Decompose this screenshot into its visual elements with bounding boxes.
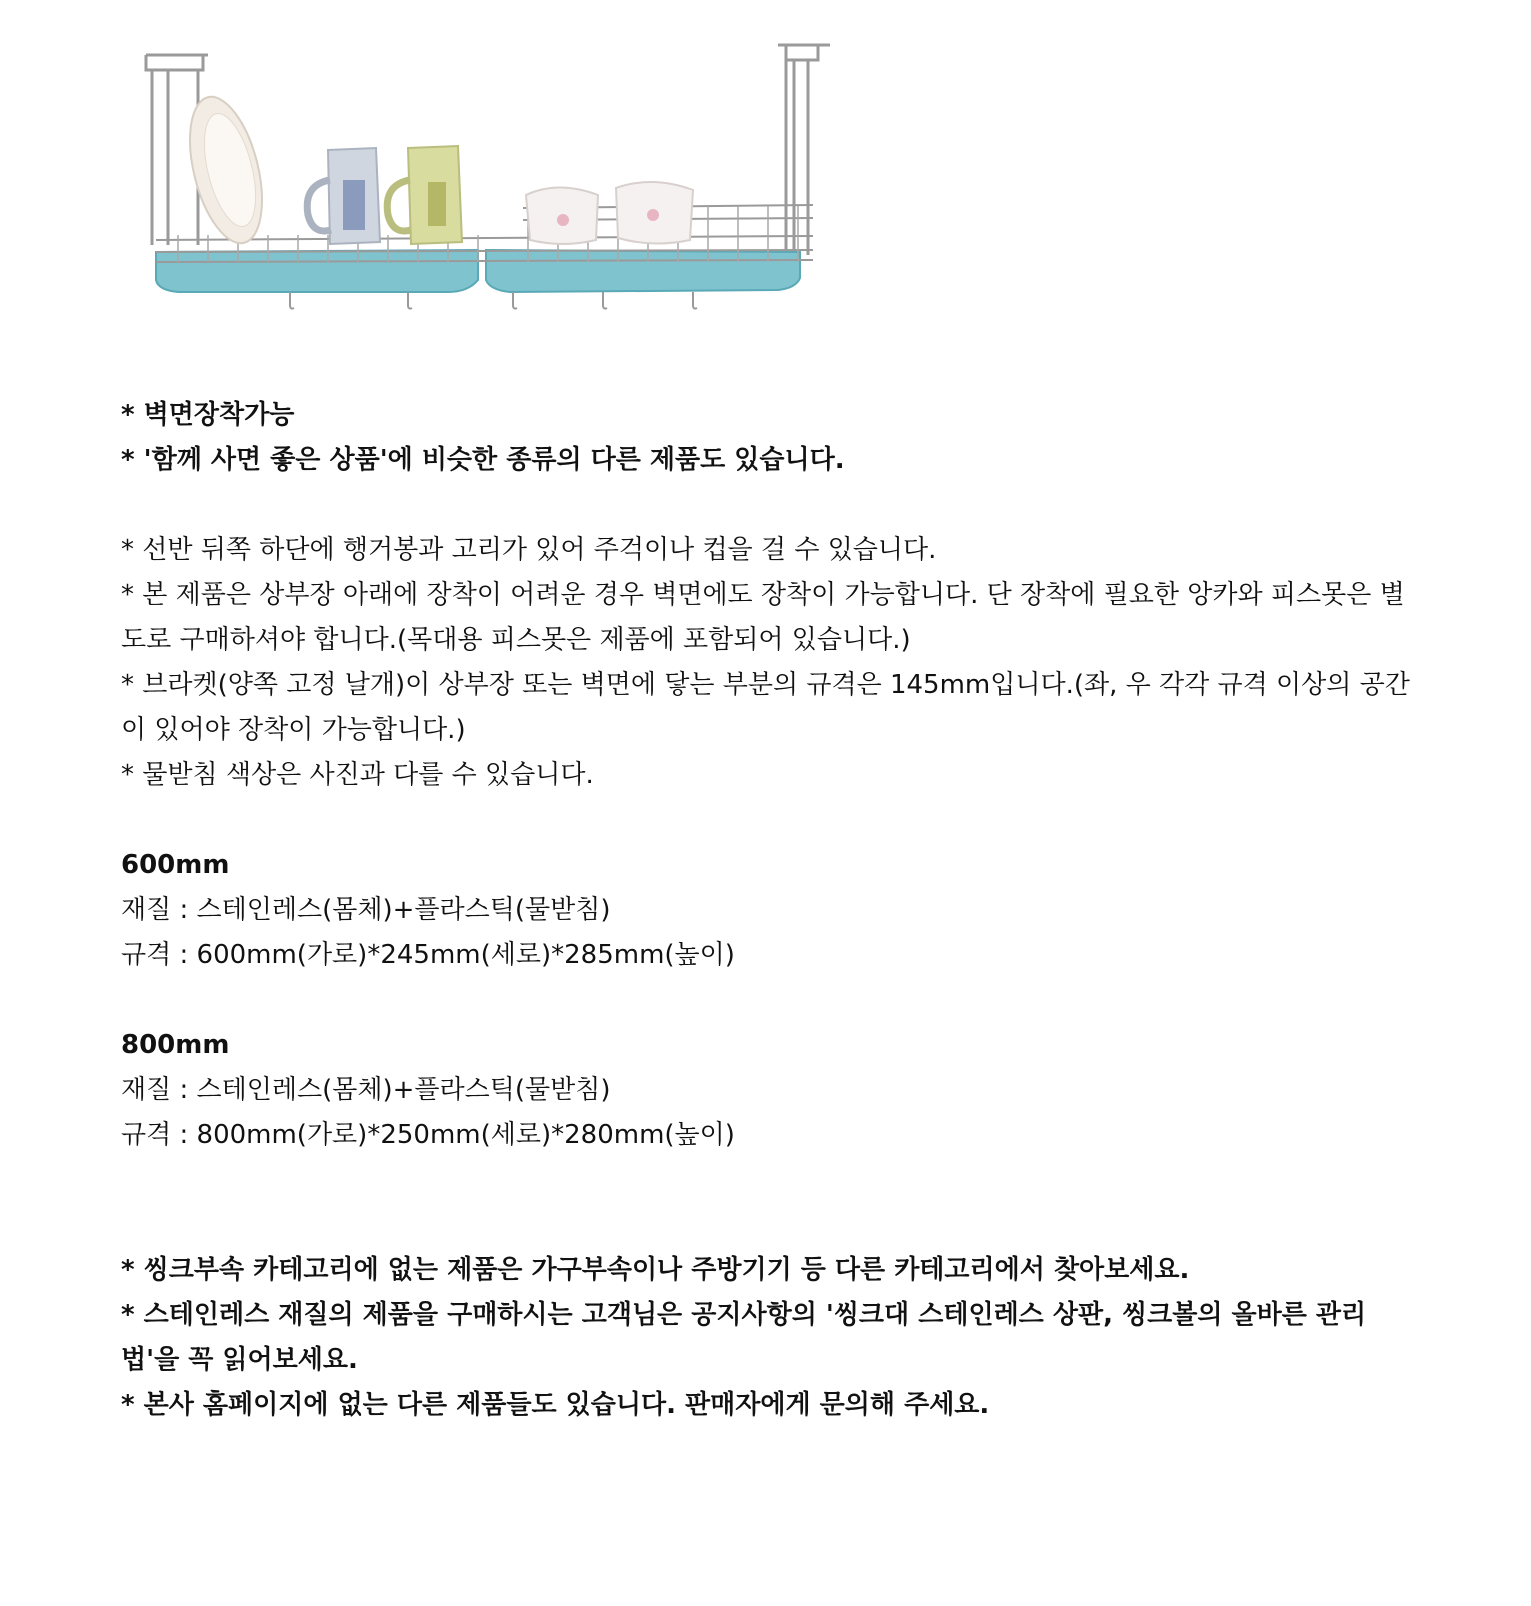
note-stainless-care: * 스테인레스 재질의 제품을 구매하시는 고객님은 공지사항의 '씽크대 스테인레스 상판, 씽크볼의 올바른 관리법'을 꼭 읽어보세요. (121, 1300, 1367, 1375)
note-wall-mount: * 벽면장착가능 (121, 400, 295, 430)
dish-rack-product-image (118, 30, 848, 320)
note-contact-seller: * 본사 홈페이지에 없는 다른 제품들도 있습니다. 판매자에게 문의해 주세요. (121, 1390, 990, 1420)
detail-hanger-bar: * 선반 뒤쪽 하단에 행거봉과 고리가 있어 주걱이나 컵을 걸 수 있습니다. (121, 535, 937, 565)
note-related-products: * '함께 사면 좋은 상품'에 비슷한 종류의 다른 제품도 있습니다. (121, 445, 845, 475)
spec-600-title: 600mm (121, 850, 230, 880)
spec-800-material: 재질 : 스테인레스(몸체)+플라스틱(물받침) (121, 1075, 611, 1105)
product-description (121, 393, 1411, 1428)
detail-wall-installation: * 본 제품은 상부장 아래에 장착이 어려운 경우 벽면에도 장착이 가능합니다. 단 장착에 필요한 앙카와 피스못은 별도로 구매하셔야 합니다.(목대용 피스못은 제품에 포함되어 있습니다.) (121, 580, 1405, 655)
note-other-categories: * 씽크부속 카테고리에 없는 제품은 가구부속이나 주방기기 등 다른 카테고리에서 찾아보세요. (121, 1255, 1190, 1285)
detail-bracket-size: * 브라켓(양쪽 고정 날개)이 상부장 또는 벽면에 닿는 부분의 규격은 145mm입니다.(좌, 우 각각 규격 이상의 공간이 있어야 장착이 가능합니다.) (121, 670, 1410, 745)
spec-600-dimensions: 규격 : 600mm(가로)*245mm(세로)*285mm(높이) (121, 940, 735, 970)
spec-600-material: 재질 : 스테인레스(몸체)+플라스틱(물받침) (121, 895, 611, 925)
detail-tray-color: * 물받침 색상은 사진과 다를 수 있습니다. (121, 760, 594, 790)
spec-800-dimensions: 규격 : 800mm(가로)*250mm(세로)*280mm(높이) (121, 1120, 735, 1150)
spec-800-title: 800mm (121, 1030, 230, 1060)
